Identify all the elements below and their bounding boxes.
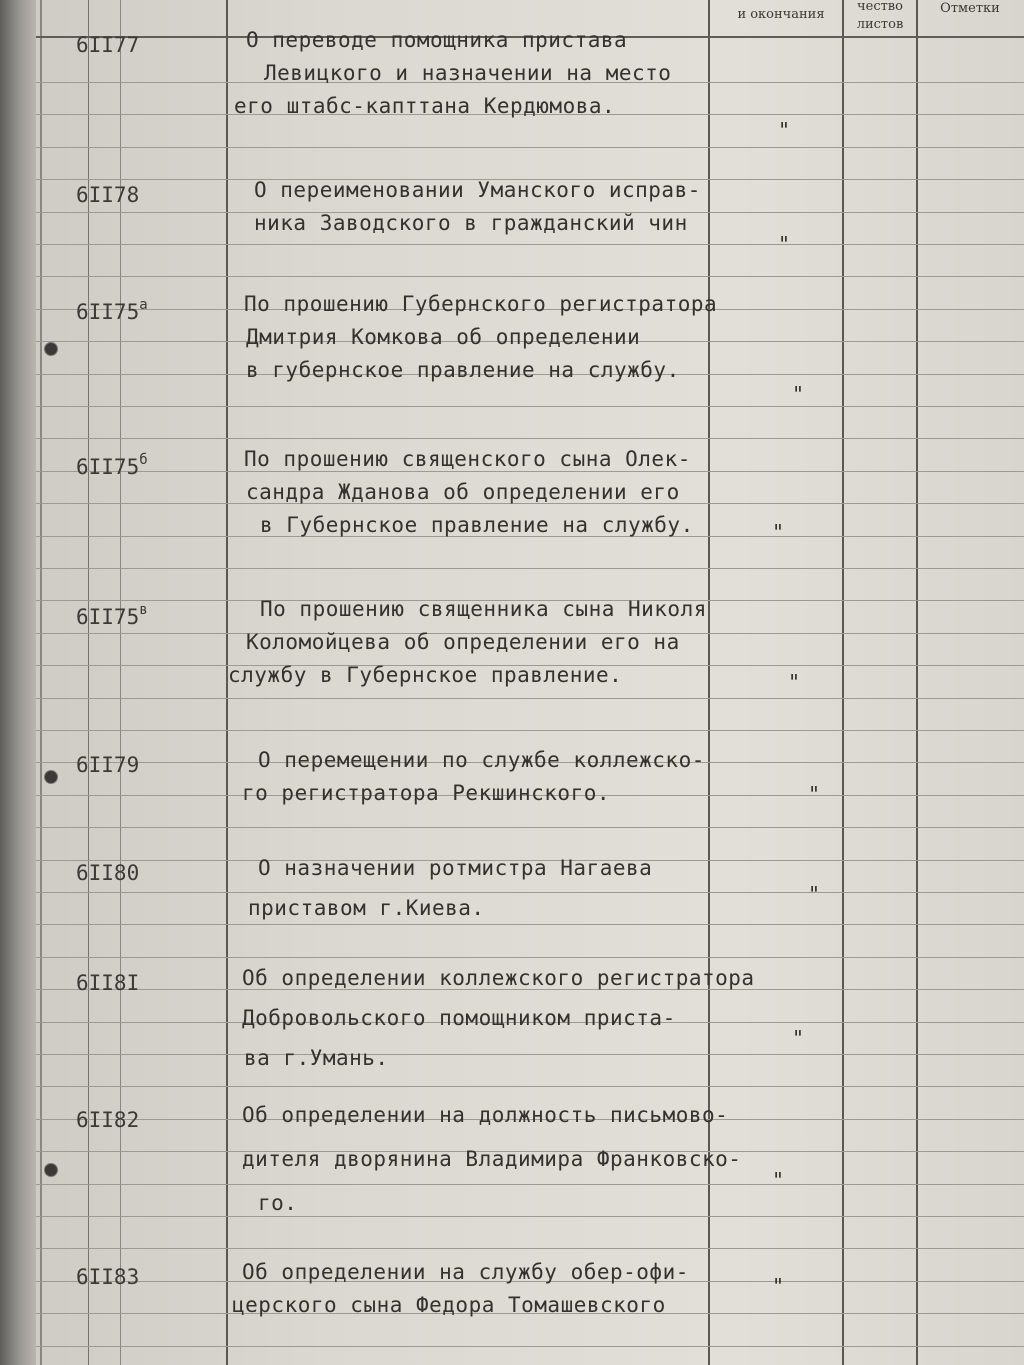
ditto-mark: " xyxy=(792,1026,805,1050)
ditto-mark: " xyxy=(792,382,805,406)
header-dates: и окончания xyxy=(737,7,825,22)
entry-number-suffix: а xyxy=(139,297,148,313)
entry-title-line: сандра Жданова об определении его xyxy=(246,480,680,504)
register-page xyxy=(36,0,1024,1365)
binding-hole-top xyxy=(44,342,58,356)
entry-number xyxy=(76,602,148,629)
ruled-line xyxy=(36,698,1024,699)
left-margin-rule xyxy=(40,0,42,1365)
header-remarks: Отметки xyxy=(940,1,1000,16)
entry-title-line: в Губернское правление на службу. xyxy=(260,513,694,537)
entry-number-suffix: в xyxy=(139,602,148,618)
ruled-line xyxy=(36,147,1024,148)
ruled-line xyxy=(36,730,1024,731)
entry-number xyxy=(76,33,139,57)
entry-number-text: 6II78 xyxy=(76,183,140,207)
entry-title-line: Об определении коллежского регистратора xyxy=(242,966,755,990)
entry-number-text: 6II80 xyxy=(76,861,140,885)
entry-title-line: По прошению священского сына Олек- xyxy=(244,447,691,471)
ruled-line xyxy=(36,471,1024,472)
entry-title-line: Об определении на должность письмово- xyxy=(242,1103,729,1127)
entry-number-text: 6II79 xyxy=(76,753,140,777)
entry-title-line: службу в Губернское правление. xyxy=(228,663,623,687)
entry-number-text: 6II82 xyxy=(76,1108,140,1132)
entry-number-text: 6II75 xyxy=(76,455,140,479)
entry-number xyxy=(76,1265,139,1289)
ruled-line xyxy=(36,892,1024,893)
entry-number xyxy=(76,753,139,777)
entry-title-line: По прошению священника сына Николя xyxy=(260,597,707,621)
ditto-mark: " xyxy=(778,118,791,142)
entry-title-line: дителя дворянина Владимира Франковско- xyxy=(242,1147,742,1171)
entry-number-text: 6II77 xyxy=(76,33,140,57)
entry-title-line: его штабс-капттана Кердюмова. xyxy=(234,94,616,118)
entry-title-line: ника Заводского в гражданский чин xyxy=(254,211,688,235)
entry-title-line: Об определении на службу обер-офи- xyxy=(242,1260,689,1284)
entry-title-line: О назначении ротмистра Нагаева xyxy=(258,856,653,880)
ditto-mark: " xyxy=(808,782,821,806)
entry-number xyxy=(76,1108,139,1132)
ruled-line xyxy=(36,1248,1024,1249)
ruled-line xyxy=(36,406,1024,407)
entry-number-text: 6II83 xyxy=(76,1265,140,1289)
entry-title-line: Добровольского помощником приста- xyxy=(242,1006,676,1030)
binding-hole-bottom xyxy=(44,1163,58,1177)
ditto-mark: " xyxy=(772,1168,785,1192)
ditto-mark: " xyxy=(772,520,785,544)
entry-number-text: 6II75 xyxy=(76,300,140,324)
entry-title-line: Дмитрия Комкова об определении xyxy=(246,325,641,349)
ruled-line xyxy=(36,827,1024,828)
entry-title-line: Коломойцева об определении его на xyxy=(246,630,680,654)
entry-number xyxy=(76,971,139,995)
entry-title-line: О перемещении по службе коллежско- xyxy=(258,748,705,772)
entry-number xyxy=(76,183,139,207)
ruled-line xyxy=(36,924,1024,925)
entry-title-line: О переводе помощника пристава xyxy=(246,28,628,52)
ruled-line xyxy=(36,1184,1024,1185)
ruled-line xyxy=(36,568,1024,569)
ditto-mark: " xyxy=(772,1274,785,1298)
entry-number xyxy=(76,452,148,479)
entry-number-suffix: б xyxy=(139,452,148,468)
ruled-line xyxy=(36,438,1024,439)
entry-number-text: 6II8I xyxy=(76,971,140,995)
entry-title-line: ва г.Умань. xyxy=(244,1046,389,1070)
ruled-line xyxy=(36,1346,1024,1347)
binding-hole-middle xyxy=(44,770,58,784)
entry-title-line: в губернское правление на службу. xyxy=(246,358,680,382)
header-sheets: чество листов xyxy=(856,0,904,32)
entry-title-line: церского сына Федора Томашевского xyxy=(232,1293,666,1317)
entry-title-line: приставом г.Киева. xyxy=(248,896,485,920)
ruled-line xyxy=(36,957,1024,958)
ruled-line xyxy=(36,1054,1024,1055)
entry-title-line: Левицкого и назначении на место xyxy=(264,61,672,85)
entry-number-text: 6II75 xyxy=(76,605,140,629)
entry-number xyxy=(76,297,148,324)
column-rule-remarks xyxy=(916,0,918,1365)
ditto-mark: " xyxy=(808,882,821,906)
ditto-mark: " xyxy=(778,232,791,256)
entry-title-line: О переименовании Уманского исправ- xyxy=(254,178,701,202)
ditto-mark: " xyxy=(788,670,801,694)
entry-title-line: го регистратора Рекшинского. xyxy=(242,781,611,805)
column-rule-sheets xyxy=(842,0,844,1365)
entry-number xyxy=(76,861,139,885)
book-binding xyxy=(0,0,36,1365)
ruled-line xyxy=(36,276,1024,277)
ruled-line xyxy=(36,244,1024,245)
entry-title-line: го. xyxy=(258,1191,298,1215)
entry-title-line: По прошению Губернского регистратора xyxy=(244,292,718,316)
ruled-line xyxy=(36,1216,1024,1217)
ruled-line xyxy=(36,1086,1024,1087)
